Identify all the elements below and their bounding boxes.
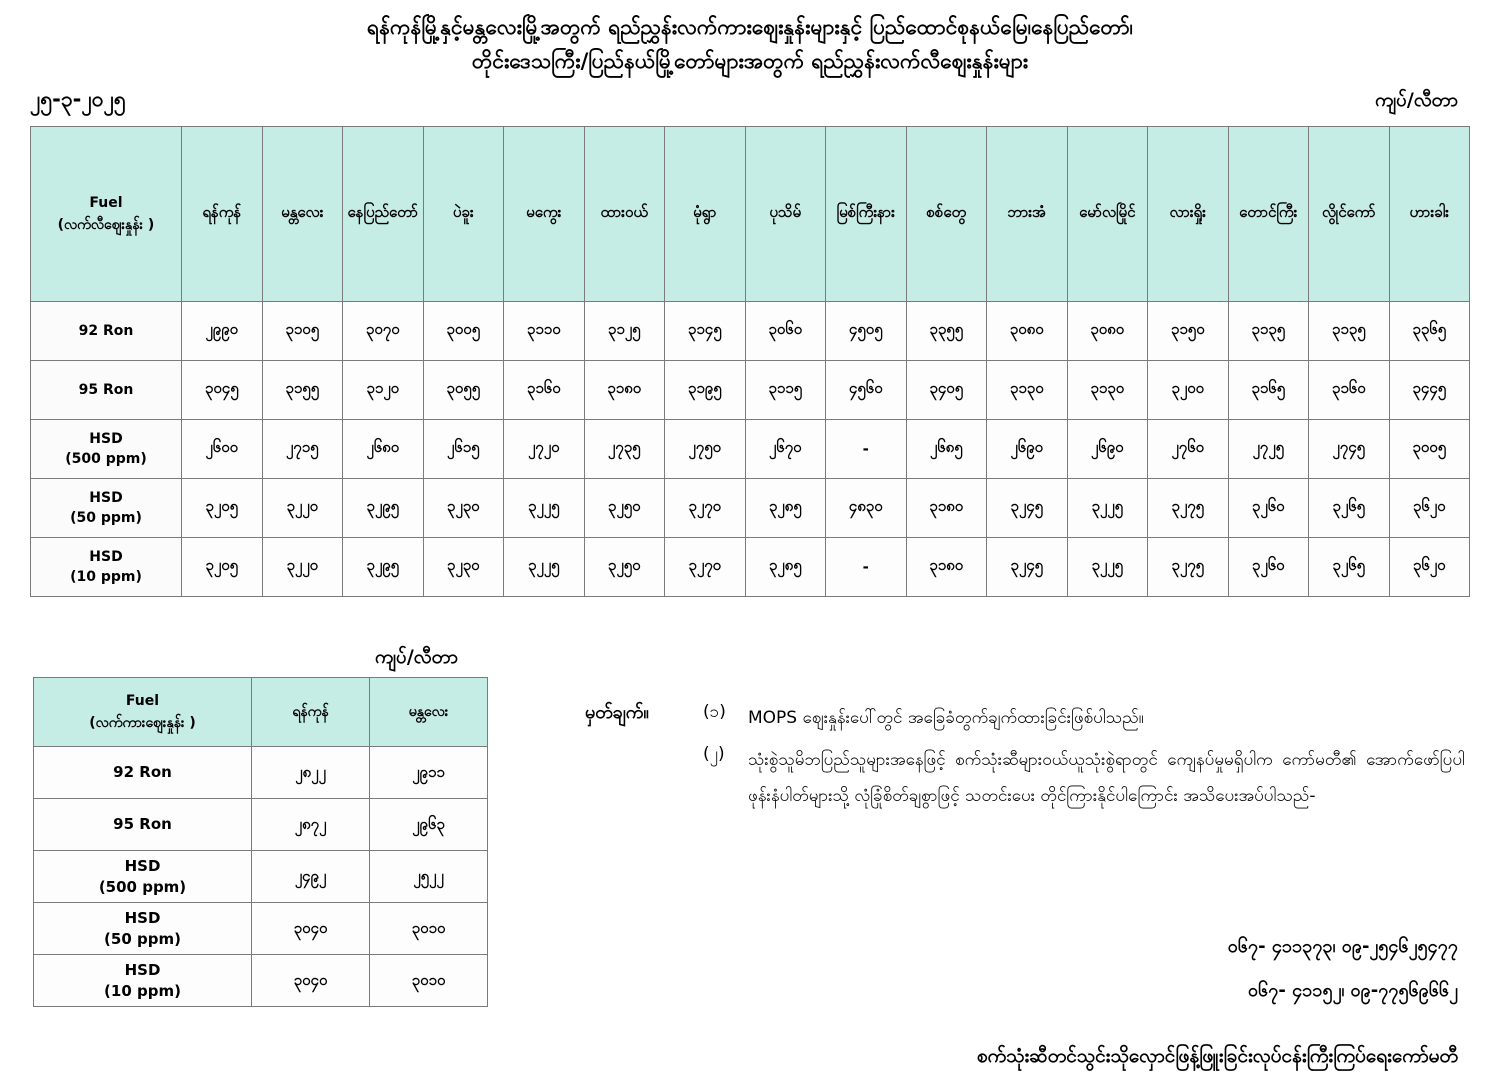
column-header-yangon: ရန်ကုန်: [182, 127, 263, 302]
cell: ၂၇၃၅: [584, 420, 665, 479]
cell: ၂၆၉၀: [1067, 420, 1148, 479]
unit-label-wholesale: ကျပ်/လီတာ: [375, 646, 458, 668]
wholesale-price-table-body: [34, 747, 488, 1007]
row-label-line-1: HSD: [89, 431, 123, 447]
cell: ၃၂၈၅: [745, 479, 826, 538]
cell: ၃၄၀၅: [906, 361, 987, 420]
cell: ၃၂၆၀: [1228, 538, 1309, 597]
cell: ၃၂၀၅: [182, 479, 263, 538]
cell: ၃၄၄၅: [1389, 361, 1470, 420]
wholesale-price-table: [33, 677, 488, 1007]
table-row: [31, 361, 1470, 420]
cell: ၃၀၁၀: [370, 955, 488, 1007]
column-header-lashio: လားရှိုး: [1148, 127, 1229, 302]
cell: ၃၂၂၅: [504, 538, 585, 597]
row-label-95ron: [31, 361, 182, 420]
fuel-column-header: [31, 127, 182, 302]
row-label-line-2: (50 ppm): [70, 510, 142, 526]
row-label-line-1: HSD: [124, 908, 161, 927]
row-label-line-1: 92 Ron: [78, 323, 134, 339]
table-row: [31, 302, 1470, 361]
row-label-hsd-500ppm-wholesale: [34, 851, 252, 903]
notes-label: မှတ်ချက်။: [585, 702, 649, 723]
cell: ၃၁၆၀: [1309, 361, 1390, 420]
retail-price-table-head: [31, 127, 1470, 302]
cell: ၃၀၁၀: [370, 903, 488, 955]
cell: ၃၀၄၀: [252, 903, 370, 955]
cell: ၃၁၃၅: [1309, 302, 1390, 361]
row-label-95ron-wholesale: [34, 799, 252, 851]
date-and-unit-row: [0, 86, 1500, 120]
note-text-2: သုံးစွဲသူမိဘပြည်သူများအနေဖြင့် စက်သုံးဆီများဝယ်ယူသုံးစွဲရာတွင် ကျေနပ်မှုမရှိပါက ကော်မတီ၏ အောက်ဖော်ပြပါဖုန်းနံပါတ်များသို့ လုံခြုံစိတ်ချစွာဖြင့် သတင်းပေး တိုင်ကြားနိုင်ပါကြောင်း အသိပေးအပ်ပါသည်-: [748, 750, 1465, 806]
title-line-1: ရန်ကုန်မြို့နှင့်မန္တလေးမြို့အတွက် ရည်ညွှန်းလက်ကားဈေးနှုန်းများနှင့် ပြည်ထောင်စုနယ်မြေ၊နေပြည်တော်၊: [367, 15, 1133, 39]
notes-section: [585, 700, 1465, 820]
table-row: [31, 420, 1470, 479]
row-label-line-1: HSD: [89, 490, 123, 506]
row-label-line-1: HSD: [124, 960, 161, 979]
cell: ၃၁၂၅: [584, 302, 665, 361]
cell: ၃၀၀၅: [1389, 420, 1470, 479]
row-label-line-2: (500 ppm): [65, 451, 147, 467]
cell: ၃၁၁၅: [745, 361, 826, 420]
cell: ၃၁၅၀: [1148, 302, 1229, 361]
row-label-92ron: [31, 302, 182, 361]
row-label-line-2: (500 ppm): [98, 877, 187, 896]
cell: ၃၁၆၀: [504, 361, 585, 420]
cell: ၃၂၇၅: [1148, 538, 1229, 597]
cell: ၃၂၅၀: [584, 538, 665, 597]
fuel-header-line-1: Fuel: [89, 195, 123, 211]
cell: ၃၂၀၅: [182, 538, 263, 597]
cell: ၄၈၃၀: [826, 479, 907, 538]
cell: ၂၉၉၀: [182, 302, 263, 361]
cell: ၃၁၃၀: [1067, 361, 1148, 420]
cell: ၃၂၄၅: [987, 538, 1068, 597]
cell: ၃၂၇၀: [665, 479, 746, 538]
cell: ၃၀၇၀: [343, 302, 424, 361]
unit-label-main: ကျပ်/လီတာ: [1375, 89, 1458, 111]
cell: ၃၆၂၀: [1389, 538, 1470, 597]
cell: ၃၀၈၀: [987, 302, 1068, 361]
column-header-hakha: ဟားခါး: [1389, 127, 1470, 302]
note-item-2: [585, 742, 1465, 814]
cell: ၃၂၂၅: [1067, 538, 1148, 597]
cell: ၃၁၈၀: [584, 361, 665, 420]
cell: ၃၃၅၅: [906, 302, 987, 361]
cell: ၂၆၈၅: [906, 420, 987, 479]
cell: ၃၁၂၀: [343, 361, 424, 420]
retail-price-table: [30, 126, 1470, 597]
cell: -: [826, 538, 907, 597]
row-label-hsd-10ppm-wholesale: [34, 955, 252, 1007]
table-row: [34, 747, 488, 799]
phone-line-2: ၀၆၇- ၄၁၁၅၂၊ ၀၉-၇၇၅၆၉၆၆၂: [1247, 980, 1458, 1001]
cell: ၃၆၂၀: [1389, 479, 1470, 538]
issuing-committee: စက်သုံးဆီတင်သွင်းသိုလှောင်ဖြန့်ဖြူးခြင်းလုပ်ငန်းကြီးကြပ်ရေးကော်မတီ: [976, 1045, 1458, 1067]
phone-line-1: ၀၆၇- ၄၁၁၃၇၃၊ ၀၉-၂၅၄၆၂၅၄၇၇: [1227, 936, 1458, 957]
cell: ၃၂၂၀: [262, 538, 343, 597]
cell: ၃၁၁၀: [504, 302, 585, 361]
cell: ၂၈၂၂: [252, 747, 370, 799]
fuel-header-line-2: (လက်လီဈေးနှုန်း ): [57, 217, 155, 233]
cell: ၂၇၅၀: [665, 420, 746, 479]
cell: ၃၀၀၅: [423, 302, 504, 361]
row-label-92ron-wholesale: [34, 747, 252, 799]
cell: -: [826, 420, 907, 479]
cell: ၃၂၃၀: [423, 479, 504, 538]
cell: ၃၂၈၅: [745, 538, 826, 597]
cell: ၂၆၈၀: [343, 420, 424, 479]
cell: ၃၃၆၅: [1389, 302, 1470, 361]
table-row: [31, 479, 1470, 538]
cell: ၃၂၅၀: [584, 479, 665, 538]
note-number-1: (၁): [703, 702, 726, 722]
column-header-magway: မကွေး: [504, 127, 585, 302]
cell: ၄၅၀၅: [826, 302, 907, 361]
note-number-2: (၂): [703, 744, 725, 764]
row-label-line-2: (50 ppm): [104, 929, 181, 948]
cell: ၃၂၂၅: [1067, 479, 1148, 538]
column-header-naypyitaw: နေပြည်တော်: [343, 127, 424, 302]
column-header-pathein: ပုသိမ်: [745, 127, 826, 302]
cell: ၂၇၂၀: [504, 420, 585, 479]
column-header-yangon-wholesale: ရန်ကုန်: [252, 678, 370, 747]
cell: ၂၇၄၅: [1309, 420, 1390, 479]
cell: ၃၂၆၀: [1228, 479, 1309, 538]
column-header-mandalay: မန္တလေး: [262, 127, 343, 302]
cell: ၂၇၂၅: [1228, 420, 1309, 479]
cell: ၃၁၃၀: [987, 361, 1068, 420]
cell: ၃၂၆၅: [1309, 479, 1390, 538]
table-row: [34, 903, 488, 955]
retail-price-table-body: [31, 302, 1470, 597]
cell: ၃၁၈၀: [906, 538, 987, 597]
row-label-line-1: HSD: [124, 856, 161, 875]
document-title: [0, 0, 1500, 78]
row-label-line-1: HSD: [89, 549, 123, 565]
cell: ၃၂၉၅: [343, 538, 424, 597]
cell: ၃၀၄၀: [252, 955, 370, 1007]
cell: ၂၇၆၀: [1148, 420, 1229, 479]
row-label-line-2: (10 ppm): [70, 569, 142, 585]
cell: ၃၂၆၅: [1309, 538, 1390, 597]
table-header-row: [34, 678, 488, 747]
column-header-sittwe: စစ်တွေ: [906, 127, 987, 302]
table-row: [31, 538, 1470, 597]
row-label-hsd-10ppm: [31, 538, 182, 597]
cell: ၂၆၉၀: [987, 420, 1068, 479]
column-header-loikaw: လွိုင်ကော်: [1309, 127, 1390, 302]
cell: ၃၂၀၀: [1148, 361, 1229, 420]
cell: ၃၁၆၅: [1228, 361, 1309, 420]
note-text-1: MOPS ဈေးနှုန်းပေါ်တွင် အခြေခံတွက်ချက်ထားခြင်းဖြစ်ပါသည်။: [748, 708, 1144, 728]
cell: ၂၈၇၂: [252, 799, 370, 851]
column-header-mandalay-wholesale: မန္တလေး: [370, 678, 488, 747]
cell: ၂၆၇၀: [745, 420, 826, 479]
cell: ၃၁၈၀: [906, 479, 987, 538]
cell: ၃၂၉၅: [343, 479, 424, 538]
row-label-hsd-500ppm: [31, 420, 182, 479]
cell: ၃၁၃၅: [1228, 302, 1309, 361]
cell: ၃၀၅၅: [423, 361, 504, 420]
cell: ၃၀၈၀: [1067, 302, 1148, 361]
table-row: [34, 799, 488, 851]
cell: ၂၇၁၅: [262, 420, 343, 479]
note-item-1: [585, 700, 1465, 736]
fuel-column-header-wholesale: [34, 678, 252, 747]
cell: ၃၀၆၀: [745, 302, 826, 361]
cell: ၃၂၃၀: [423, 538, 504, 597]
cell: ၂၆၁၅: [423, 420, 504, 479]
column-header-mawlamyine: မော်လမြိုင်: [1067, 127, 1148, 302]
row-label-line-1: 95 Ron: [113, 815, 172, 833]
effective-date: ၂၅-၃-၂၀၂၅: [30, 87, 126, 111]
cell: ၂၅၂၂: [370, 851, 488, 903]
title-line-2: တိုင်းဒေသကြီး/ပြည်နယ်မြို့တော်များအတွက် ရည်ညွှန်းလက်လီဈေးနှုန်းများ: [471, 49, 1029, 73]
cell: ၃၂၄၅: [987, 479, 1068, 538]
cell: ၄၅၆၀: [826, 361, 907, 420]
cell: ၂၄၉၂: [252, 851, 370, 903]
cell: ၂၉၆၃: [370, 799, 488, 851]
table-row: [34, 955, 488, 1007]
fuel-header-line-1: Fuel: [125, 693, 160, 709]
cell: ၃၂၂၀: [262, 479, 343, 538]
cell: ၃၀၄၅: [182, 361, 263, 420]
row-label-hsd-50ppm-wholesale: [34, 903, 252, 955]
cell: ၃၁၉၅: [665, 361, 746, 420]
fuel-header-line-2: (လက်ကားဈေးနှုန်း ): [89, 715, 196, 731]
contact-phone-numbers: [1228, 925, 1458, 1013]
cell: ၃၂၇၅: [1148, 479, 1229, 538]
cell: ၃၁၅၅: [262, 361, 343, 420]
column-header-monywa: မုံရွာ: [665, 127, 746, 302]
table-row: [34, 851, 488, 903]
cell: ၃၁၄၅: [665, 302, 746, 361]
wholesale-price-table-head: [34, 678, 488, 747]
cell: ၃၁၀၅: [262, 302, 343, 361]
column-header-bago: ပဲခူး: [423, 127, 504, 302]
row-label-line-1: 95 Ron: [78, 382, 134, 398]
column-header-dawei: ထားဝယ်: [584, 127, 665, 302]
table-header-row: [31, 127, 1470, 302]
cell: ၃၂၇၀: [665, 538, 746, 597]
row-label-line-1: 92 Ron: [113, 763, 172, 781]
column-header-hpaan: ဘားအံ: [987, 127, 1068, 302]
cell: ၂၉၁၁: [370, 747, 488, 799]
cell: ၃၂၂၅: [504, 479, 585, 538]
column-header-myitkyina: မြစ်ကြီးနား: [826, 127, 907, 302]
column-header-taunggyi: တောင်ကြီး: [1228, 127, 1309, 302]
cell: ၂၆၀၀: [182, 420, 263, 479]
row-label-line-2: (10 ppm): [104, 981, 181, 1000]
row-label-hsd-50ppm: [31, 479, 182, 538]
